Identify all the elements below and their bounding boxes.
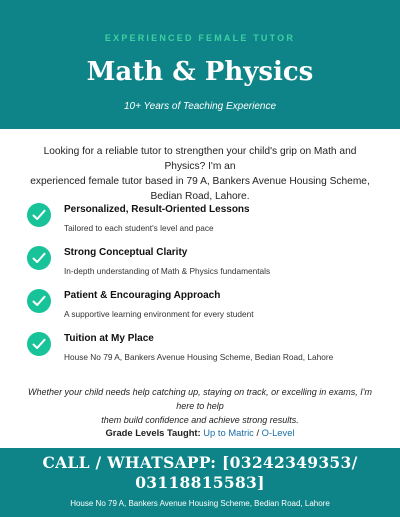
intro-paragraph: [25, 144, 375, 204]
eyebrow-text: EXPERIENCED FEMALE TUTOR: [104, 33, 296, 43]
grade-level-matric: Matric: [228, 427, 254, 438]
footer-banner: [0, 448, 400, 517]
closing-line: them build confidence and achieve strong results.: [101, 415, 299, 425]
grade-prefix: Up to: [203, 427, 226, 438]
page-subtitle: 10+ Years of Teaching Experience: [123, 101, 277, 112]
feature-item: [27, 203, 377, 243]
intro-line: Looking for a reliable tutor to strengthen your child's grip on Math and Physics? I'm an: [43, 146, 357, 172]
check-circle-icon: [27, 332, 51, 356]
feature-description: In-depth understanding of Math & Physics fundamentals: [64, 266, 271, 276]
grade-levels: [0, 427, 400, 438]
feature-item: [27, 289, 377, 329]
feature-description: House No 79 A, Bankers Avenue Housing Scheme, Bedian Road, Lahore: [64, 352, 334, 362]
grade-separator: /: [256, 427, 260, 438]
check-circle-icon: [27, 246, 51, 270]
feature-title: Tuition at My Place: [64, 333, 154, 344]
intro-line: experienced female tutor based in 79 A, Bankers Avenue Housing Scheme, Bedian Road, Lahore.: [30, 176, 370, 202]
footer-address: House No 79 A, Bankers Avenue Housing Scheme, Bedian Road, Lahore: [70, 499, 330, 508]
feature-title: Strong Conceptual Clarity: [64, 247, 188, 258]
contact-line: 03118815583]: [135, 473, 265, 492]
feature-item: [27, 332, 377, 372]
header-banner: [0, 0, 400, 129]
feature-description: Tailored to each student's level and pace: [64, 223, 214, 233]
feature-title: Personalized, Result-Oriented Lessons: [64, 204, 250, 215]
feature-description: A supportive learning environment for every student: [64, 309, 254, 319]
closing-line: Whether your child needs help catching up, staying on track, or excelling in exams, I'm here to help: [28, 387, 372, 411]
feature-title: Patient & Encouraging Approach: [64, 290, 221, 301]
check-circle-icon: [27, 289, 51, 313]
grade-levels-label: Grade Levels Taught:: [105, 427, 201, 438]
grade-level-olevel: O-Level: [261, 427, 295, 438]
closing-paragraph: [20, 385, 380, 427]
page-title: Math & Physics: [86, 57, 314, 87]
contact-line: CALL / WHATSAPP: [03242349353/: [42, 453, 358, 472]
feature-item: [27, 246, 377, 286]
check-circle-icon: [27, 203, 51, 227]
contact-numbers: [20, 453, 380, 493]
